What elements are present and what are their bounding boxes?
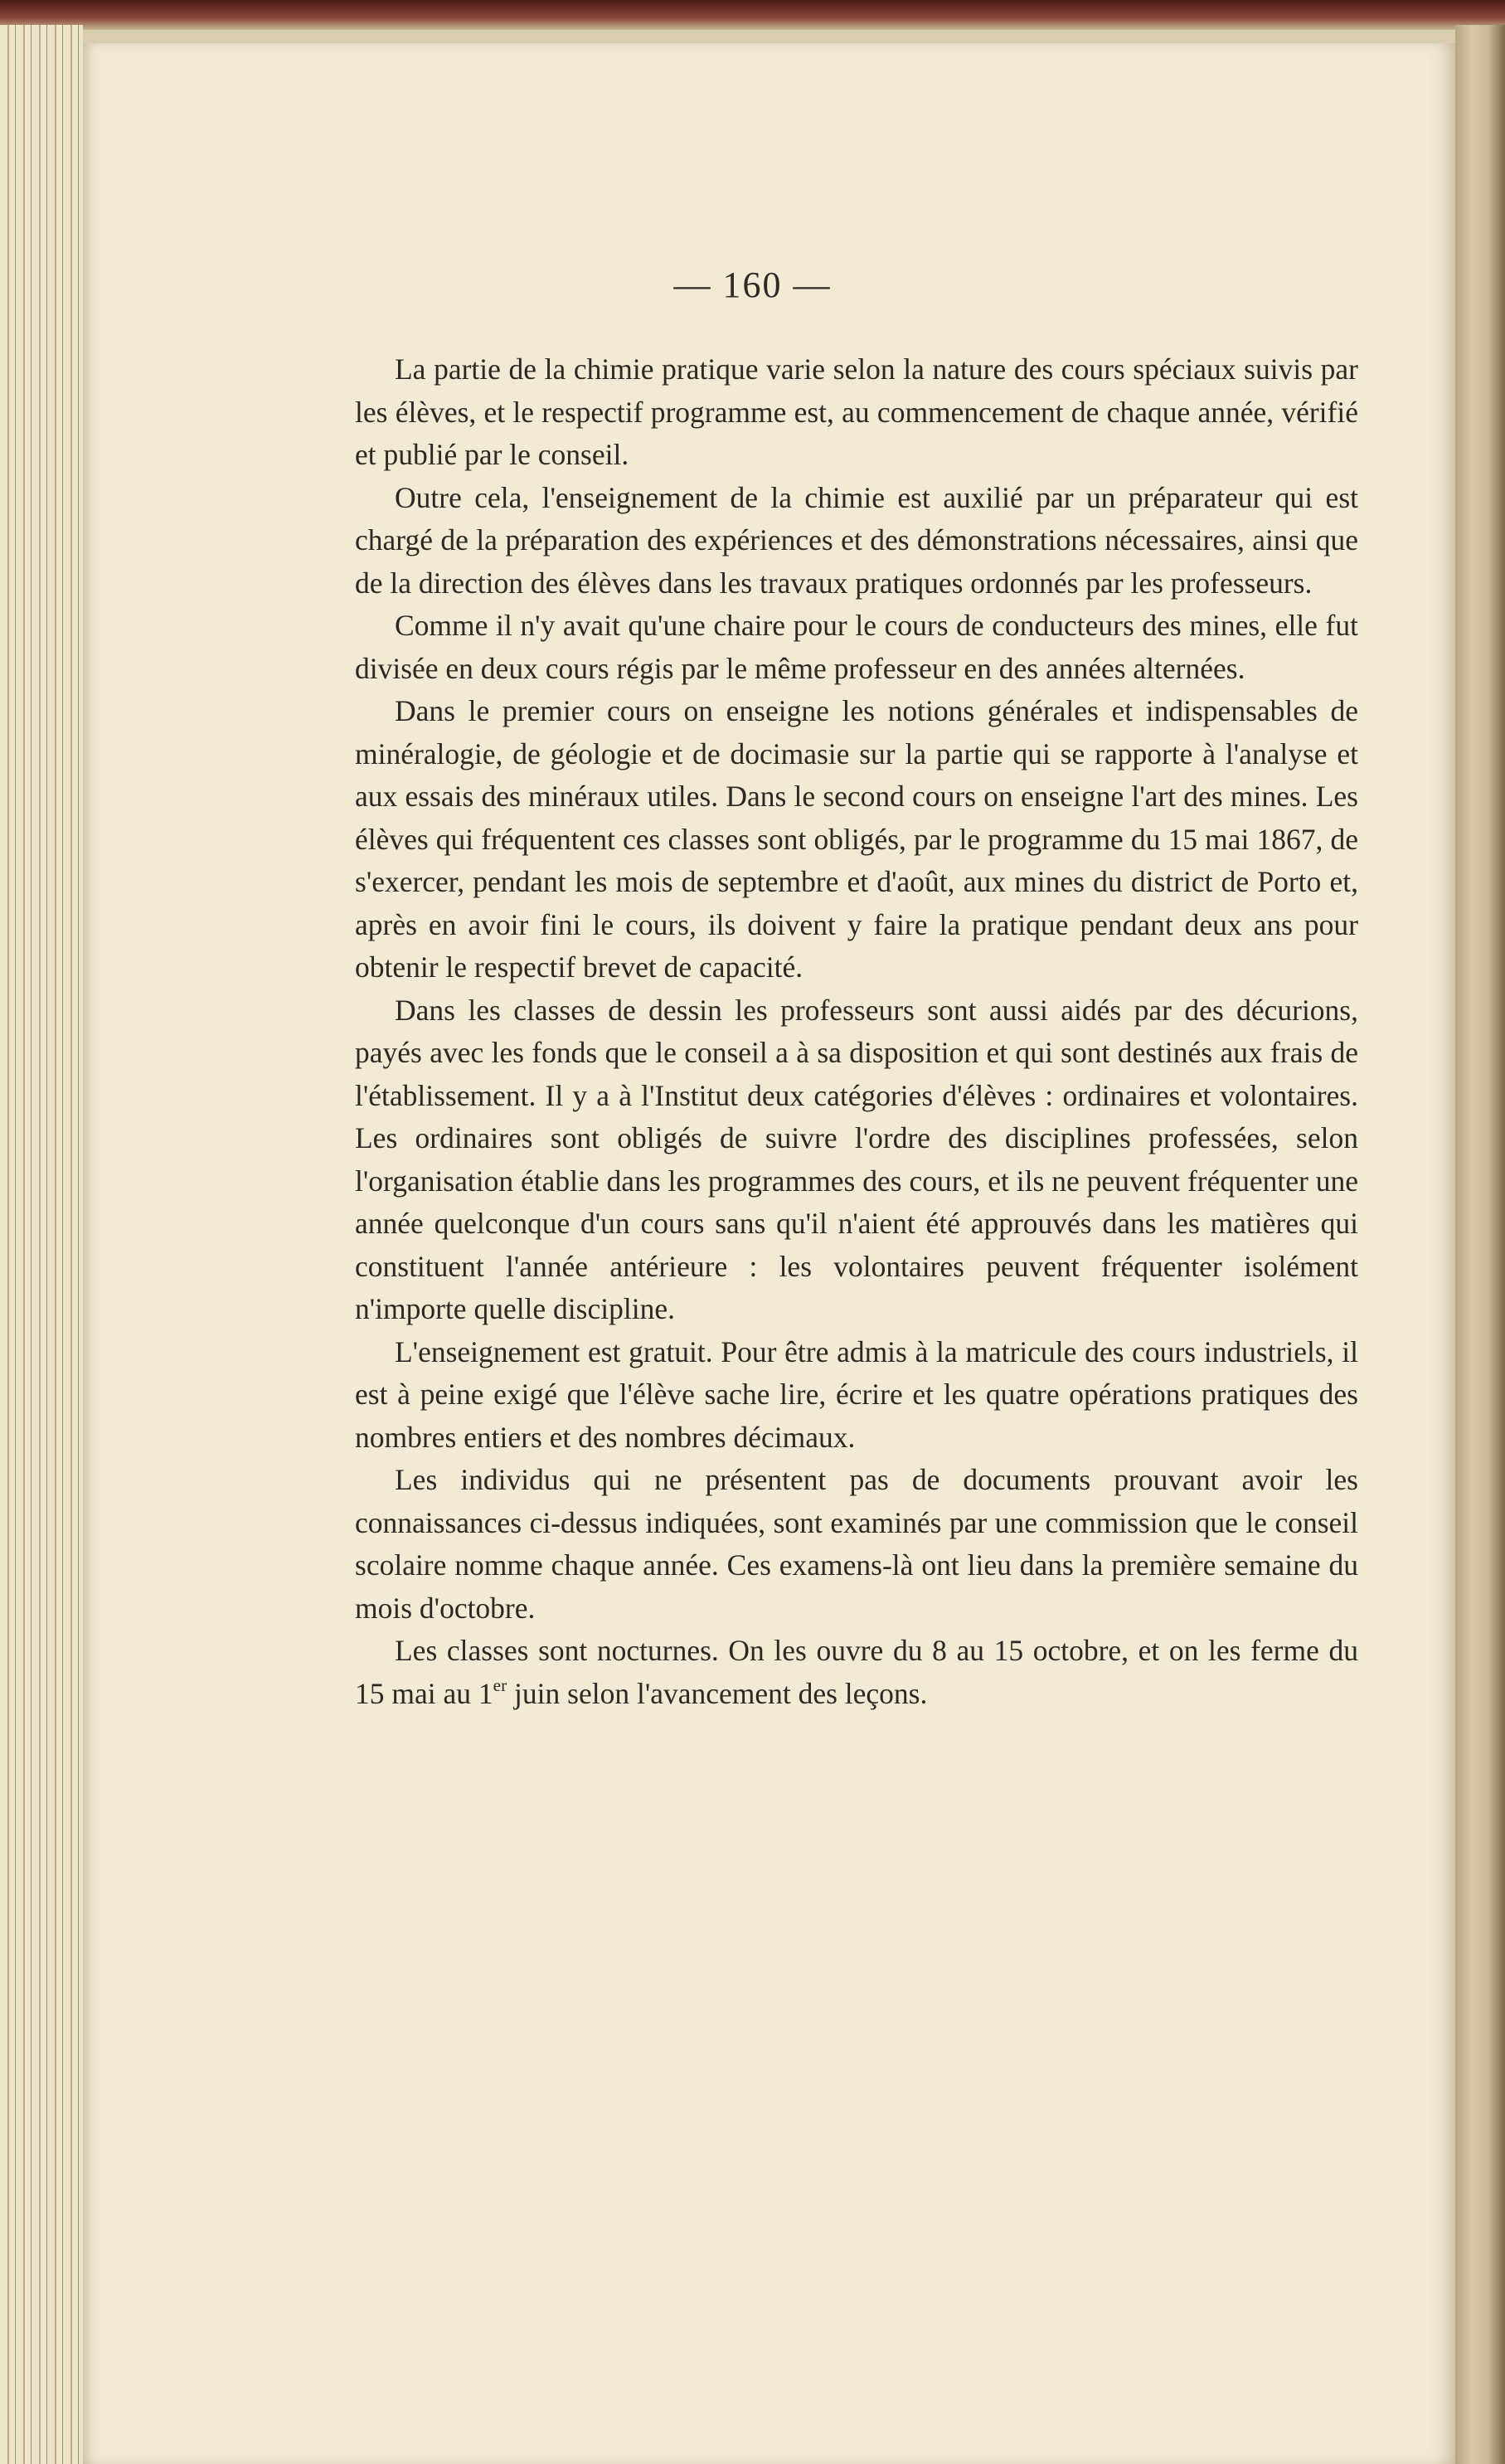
book-top-edge xyxy=(0,0,1505,30)
last-paragraph-end: juin selon l'avancement des leçons. xyxy=(507,1676,928,1710)
body-text xyxy=(355,348,1358,1715)
last-paragraph-text: Les classes sont nocturnes. On les ouvre du 8 au 15 octobre, et on les ferme du 15 mai au 1 xyxy=(355,1634,1358,1710)
paragraph: Comme il n'y avait qu'une chaire pour le cours de conducteurs des mines, elle fut divisée en deux cours régis par le même professeur en des années alternées. xyxy=(355,609,1358,685)
page-number: — 160 — xyxy=(673,265,832,305)
book-right-edge xyxy=(1455,25,1505,2464)
page-stack-left xyxy=(0,25,83,2464)
paragraph: Dans les classes de dessin les professeurs sont aussi aidés par des décurions, payés avec les fonds que le conseil a à sa disposition et qui sont destinés aux frais de l'établissement. Il y a à l'Institut deux catégories d'élèves : ordinaires et volontaires. Les ordinaires sont obligés de suivre l'ordre des disciplines professées, selon l'organisation établie dans les programmes des cours, et ils ne peuvent fréquenter une année quelconque d'un cours sans qu'il n'aient été approuvés dans les matières qui constituent l'année antérieure : les volontaires peuvent fréquenter isolément n'importe quelle discipline. xyxy=(355,993,1358,1325)
paragraph: L'enseignement est gratuit. Pour être admis à la matricule des cours industriels, il est à peine exigé que l'élève sache lire, écrire et les quatre opérations pratiques des nombres entiers et des nombres décimaux. xyxy=(355,1334,1358,1454)
paragraph-last xyxy=(355,1630,1358,1715)
ordinal-superscript: er xyxy=(493,1674,507,1695)
paragraph: Outre cela, l'enseignement de la chimie est auxilié par un préparateur qui est chargé de la préparation des expériences et des démonstrations nécessaires, ainsi que de la direction des élèves dans les travaux pratiques ordonnés par les professeurs. xyxy=(355,480,1358,600)
paragraph: Les individus qui ne présentent pas de documents prouvant avoir les connaissances ci-dessus indiquées, sont examinés par une commission que le conseil scolaire nomme chaque année. Ces examens-là ont lieu dans la première semaine du mois d'octobre. xyxy=(355,1463,1358,1625)
paragraph: Dans le premier cours on enseigne les notions générales et indispensables de minéralogie, de géologie et de docimasie sur la partie qui se rapporte à l'analyse et aux essais des minéraux utiles. Dans le second cours on enseigne l'art des mines. Les élèves qui fréquentent ces classes sont obligés, par le programme du 15 mai 1867, de s'exercer, pendant les mois de septembre et d'août, aux mines du district de Porto et, après en avoir fini le cours, ils doivent y faire la pratique pendant deux ans pour obtenir le respectif brevet de capacité. xyxy=(355,694,1358,984)
paragraph: La partie de la chimie pratique varie selon la nature des cours spéciaux suivis par les élèves, et le respectif programme est, au commencement de chaque année, vérifié et publié par le conseil. xyxy=(355,352,1358,471)
